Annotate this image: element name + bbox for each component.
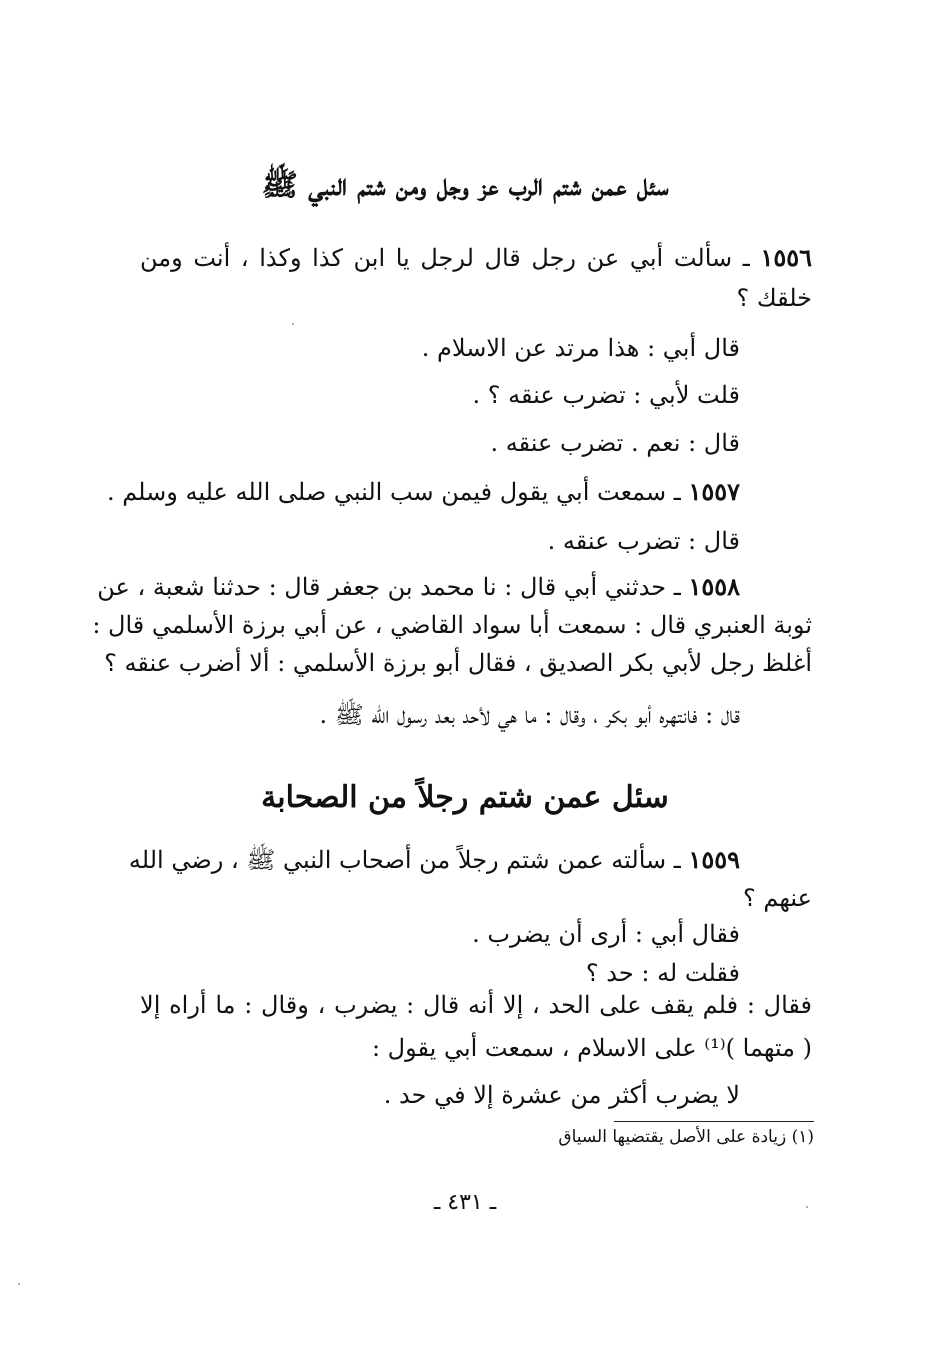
section-heading: سئل عمن شتم رجلاً من الصحابة <box>261 780 669 815</box>
paragraph-line: قال : نعم . تضرب عنقه . <box>490 429 740 457</box>
paragraph-line <box>97 572 740 602</box>
paragraph-line: قال : تضرب عنقه . <box>547 527 740 555</box>
paragraph-line: ثوبة العنبري قال : سمعت أبا سواد القاضي ، عن أبي برزة الأسلمي قال : <box>92 611 812 639</box>
scan-speck <box>806 1206 808 1208</box>
paragraph-line: أغلظ رجل لأبي بكر الصديق ، فقال أبو برزة الأسلمي : ألا أضرب عنقه ؟ <box>104 649 812 677</box>
scan-speck <box>292 323 294 325</box>
paragraph-line: عنهم ؟ <box>743 884 812 912</box>
paragraph-line <box>140 243 812 273</box>
entry-number: ١٥٥٦ <box>760 243 812 272</box>
paragraph-line <box>107 477 740 507</box>
entry-number: ١٥٥٩ <box>688 845 740 874</box>
entry-text: ـ حدثني أبي قال : نا محمد بن جعفر قال : حدثنا شعبة ، عن <box>97 573 681 601</box>
entry-number: ١٥٥٨ <box>688 572 740 601</box>
entry-number: ١٥٥٧ <box>688 477 740 506</box>
footnote: (١) زيادة على الأصل يقتضيها السياق <box>558 1127 814 1147</box>
paragraph-line: فقال : فلم يقف على الحد ، إلا أنه قال : يضرب ، وقال : ما أراه إلا <box>140 991 813 1019</box>
paragraph-line: خلقك ؟ <box>736 284 812 312</box>
paragraph-line: فقال أبي : أرى أن يضرب . <box>472 920 740 948</box>
entry-text: ـ سألته عمن شتم رجلاً من أصحاب النبي ﷺ ، رضي الله <box>128 846 681 874</box>
section-heading: سئل عمن شتم الرب عز وجل ومن شتم النبي ﷺ <box>261 168 669 203</box>
paragraph-line: قلت لأبي : تضرب عنقه ؟ . <box>472 381 740 409</box>
entry-text: ـ سمعت أبي يقول فيمن سب النبي صلى الله عليه وسلم . <box>106 478 681 506</box>
paragraph-line: لا يضرب أكثر من عشرة إلا في حد . <box>383 1081 740 1109</box>
page-number: ـ ٤٣١ ـ <box>433 1190 497 1215</box>
scan-speck <box>18 1283 20 1285</box>
paragraph-line: ( متهما )⁽¹⁾ على الاسلام ، سمعت أبي يقول : <box>371 1034 812 1062</box>
paragraph-line <box>128 845 740 875</box>
paragraph-line: قال : فانتهره أبو بكر ، وقال : ما هي لأحد بعد رسول الله ﷺ . <box>319 701 740 729</box>
entry-text: ـ سألت أبي عن رجل قال لرجل يا ابن كذا وكذا ، أنت ومن <box>140 244 750 272</box>
paragraph-line: قال أبي : هذا مرتد عن الاسلام . <box>421 334 740 362</box>
paragraph-line: فقلت له : حد ؟ <box>585 959 740 987</box>
footnote-divider <box>614 1121 814 1122</box>
